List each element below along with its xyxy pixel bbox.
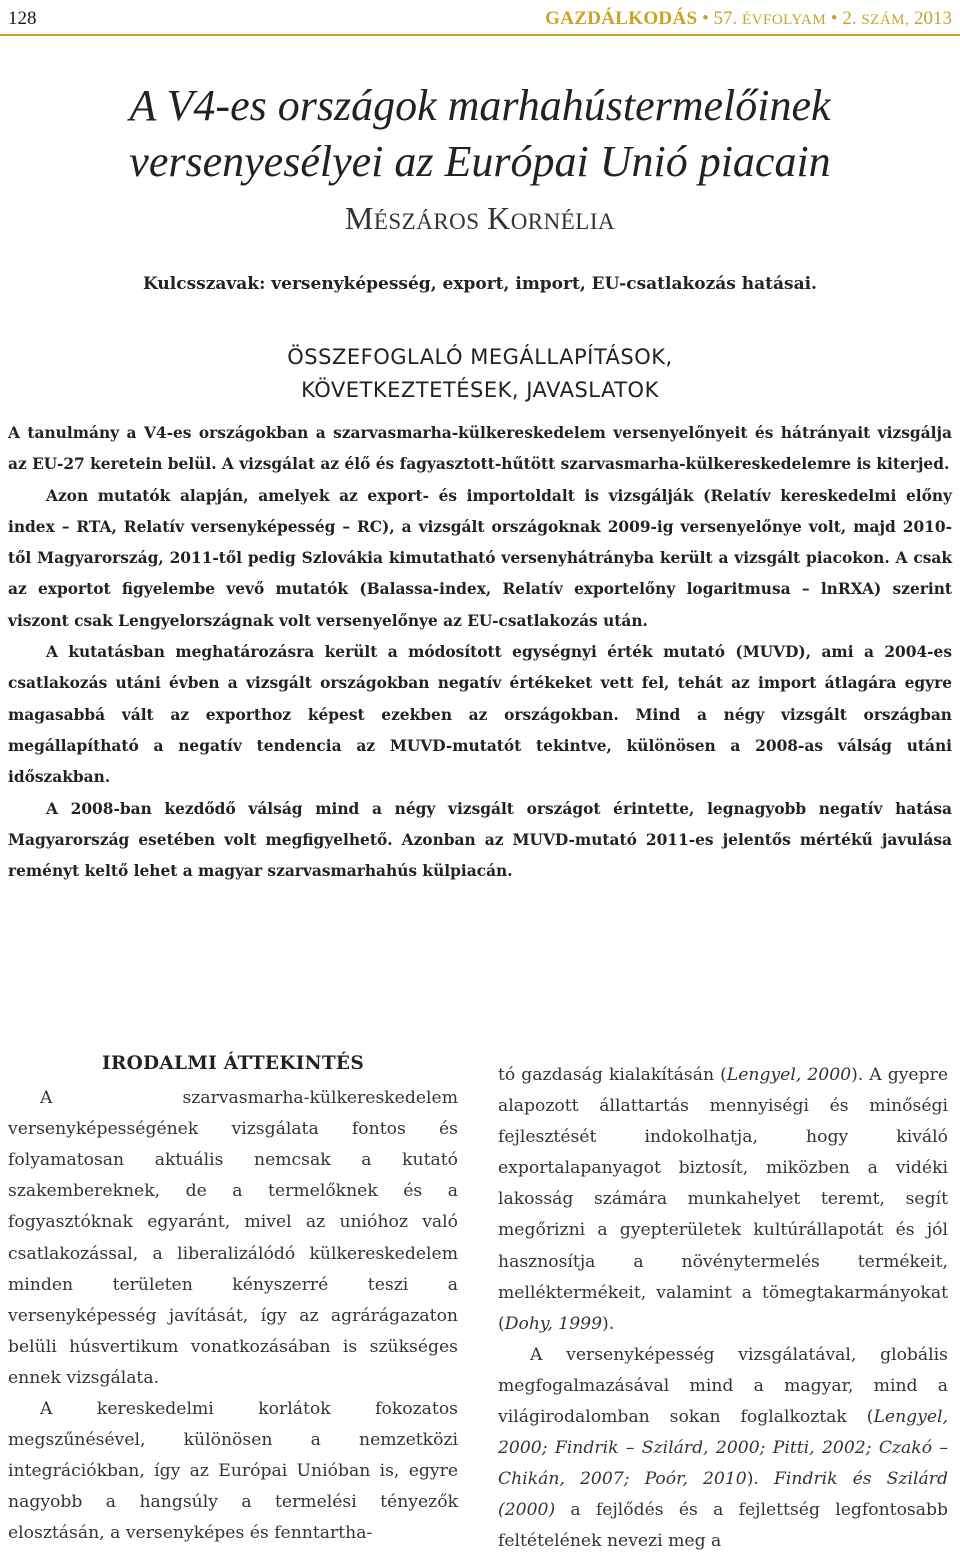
journal-name: GAZDÁLKODÁS — [545, 8, 698, 29]
author-initial: K — [487, 200, 511, 236]
abstract-paragraph: A 2008-ban kezdődő válság mind a négy vizsgált országot érintette, legnagyobb negatív hatása Magyarország esetében volt megfigyelhető. Azonban az MUVD-mutató 2011-es jelentős mértékű javulása reményt keltő lehet a magyar szarvasmarhahús külpiacán. — [8, 799, 952, 881]
summary-heading-line: KÖVETKEZTETÉSEK, JAVASLATOK — [301, 378, 659, 402]
running-head — [545, 8, 952, 30]
page-header — [8, 6, 952, 32]
author-rest: ORNÉLIA — [510, 209, 616, 234]
summary-heading-line: ÖSSZEFOGLALÓ MEGÁLLAPÍTÁSOK, — [287, 345, 673, 369]
citation: Findrik és Szilárd (2000) — [498, 1469, 948, 1521]
abstract-paragraph: A tanulmány a V4-es országokban a szarvasmarha-külkereskedelem versenyelőnyeit és hátrányait vizsgálja az EU-27 keretein belül. A vizsgálat az élő és fagyasztott-hűtött szarvasmarha-külkereskedelemre is kiterjed. — [8, 424, 952, 474]
body-paragraph: A kereskedelmi korlátok fokozatos megszűnésével, különösen a nemzetközi integrációkban, így az Európai Unióban is, egyre nagyobb a hangsúly a termelési tényezők elosztásán, a versenyképes és fenntartha- — [8, 1399, 458, 1544]
abstract — [8, 418, 952, 887]
year: 2013 — [914, 8, 952, 29]
section-heading: IRODALMI ÁTTEKINTÉS — [101, 1053, 364, 1074]
citation: Lengyel, 2000; Findrik – Szilárd, 2000; Pitti, 2002; Czakó – Chikán, 2007; Poór, 2010 — [498, 1407, 948, 1490]
keywords: Kulcsszavak: versenyképesség, export, import, EU-csatlakozás hatásai. — [143, 274, 817, 294]
title-line: versenyesélyei az Európai Unió piacain — [129, 137, 831, 186]
header-rule — [0, 34, 960, 36]
volume-word: ÉVFOLYAM — [741, 12, 827, 28]
author-rest: ÉSZÁROS — [373, 209, 480, 234]
text-run: ). A gyepre alapozott állattartás mennyiségi és minőségi fejlesztését indokolhatja, hogy kiváló exportalapanyagot biztosít, miközben a vidéki lakosság számára munkahelyet teremt, segít megőrizni a gyepterületek kultúrállapotát és jól hasznosítja a növénytermelés termékeit, melléktermékeit, valamint a tömegtakarmányokat ( — [498, 1065, 948, 1334]
right-column — [498, 1060, 948, 1558]
article-title — [0, 78, 960, 190]
text-run: A versenyképesség vizsgálatával, globális megfogalmazásával mind a magyar, mind a világirodalomban sokan foglalkoztak ( — [498, 1344, 948, 1428]
left-column — [8, 1048, 458, 1550]
volume-number: 57. — [713, 8, 738, 29]
bullet-separator: • — [830, 8, 838, 29]
text-run: a fejlődés és a fejlettség legfontosabb feltételének nevezi meg a — [498, 1500, 948, 1552]
text-run: ). — [746, 1469, 774, 1490]
page-number: 128 — [8, 8, 37, 29]
body-paragraph: A szarvasmarha-külkereskedelem versenyképességének vizsgálata fontos és folyamatosan aktuális nemcsak a kutató szakembereknek, de a termelőknek és a fogyasztóknak egyaránt, mivel az unióhoz való csatlakozással, a liberalizálódó külkereskedelem minden területen kényszerré teszi a versenyképesség javítását, így az agrárágazaton belüli húsvertikum vonatkozásában is szükséges ennek vizsgálata. — [8, 1088, 458, 1388]
summary-heading — [0, 341, 960, 407]
issue-number: 2. — [842, 8, 857, 29]
body-paragraph — [498, 1340, 948, 1558]
author-name — [0, 200, 960, 237]
bullet-separator: • — [702, 8, 709, 29]
issue-word: SZÁM, — [861, 12, 910, 28]
author-initial: M — [344, 200, 374, 236]
citation: Lengyel, 2000 — [726, 1065, 852, 1085]
citation: Dohy, 1999 — [504, 1313, 603, 1334]
text-run: tó gazdaság kialakításán ( — [498, 1065, 727, 1085]
body-paragraph — [498, 1060, 948, 1340]
abstract-paragraph: Azon mutatók alapján, amelyek az export- és importoldalt is vizsgálják (Relatív kereskedelmi előny index – RTA, Relatív versenyképesség – RC), a vizsgált országoknak 2009-ig versenyelőnye volt, majd 2010-től Magyarország, 2011-től pedig Szlovákia kimutatható versenyhátrányba került a vizsgált piacokon. A csak az exportot figyelembe vevő mutatók (Balassa-index, Relatív exportelőny logaritmusa – lnRXA) szerint viszont csak Lengyelországnak volt versenyelőnye az EU-csatlakozás után. — [8, 486, 952, 630]
text-run: ). — [602, 1313, 615, 1334]
title-line: A V4-es országok marhahústermelőinek — [129, 81, 831, 130]
abstract-paragraph: A kutatásban meghatározásra került a módosított egységnyi érték mutató (MUVD), ami a 2004-es csatlakozás utáni évben a vizsgált országokban negatív értékeket vett fel, tehát az import átlagára egyre magasabbá vált az exporthoz képest ezekben az országokban. Mind a négy vizsgált országban megállapítható a negatív tendencia az MUVD-mutatót tekintve, különösen a 2008-as válság utáni időszakban. — [8, 643, 952, 787]
